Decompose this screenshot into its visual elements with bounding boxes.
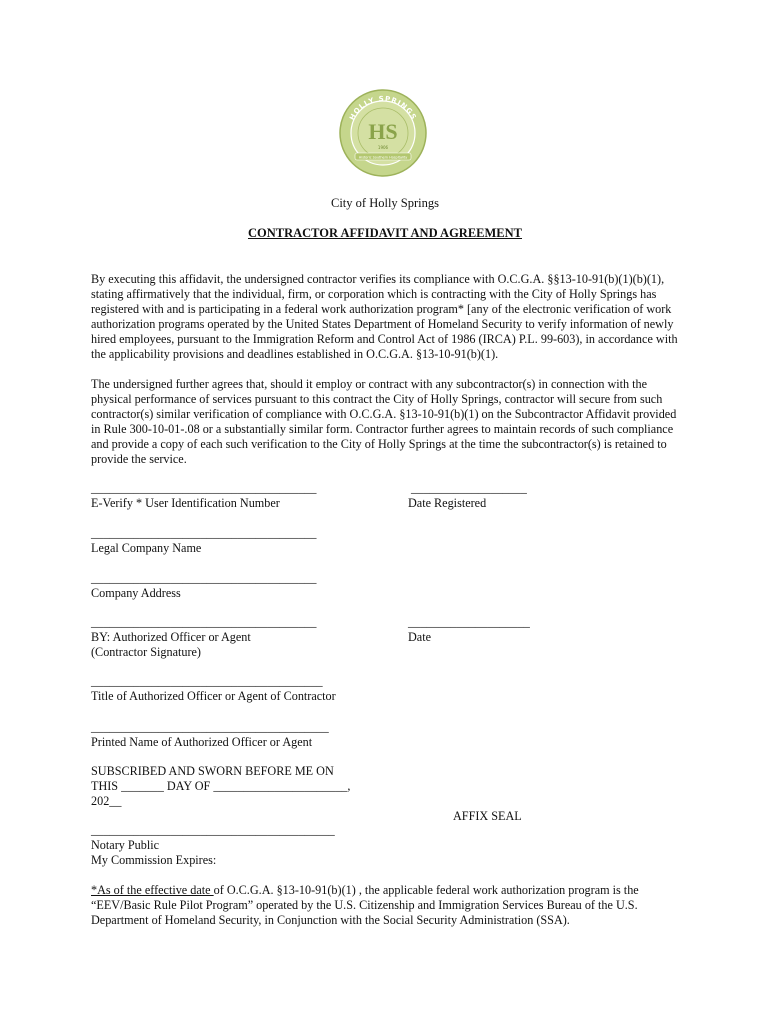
date-registered-field[interactable]: ___________________ [411,481,527,495]
svg-text:HOLLY SPRINGS: HOLLY SPRINGS [348,94,418,122]
commission-expires-label: My Commission Expires: [91,853,217,867]
legal-company-name-label: Legal Company Name [91,541,202,555]
signature-date-field[interactable]: ____________________ [408,615,530,629]
officer-title-label: Title of Authorized Officer or Agent of Contractor [91,689,336,703]
printed-name-label: Printed Name of Authorized Officer or Agent [91,735,313,749]
contractor-signature-label: (Contractor Signature) [91,645,201,659]
notary-sworn-line: SUBSCRIBED AND SWORN BEFORE ME ON [91,764,334,778]
notary-signature-field[interactable]: ________________________________________ [91,823,335,837]
printed-name-field[interactable]: _______________________________________ [91,720,329,734]
affidavit-paragraph-1: By executing this affidavit, the undersigned contractor verifies its compliance with O.C.G.A. §§13-10-91(b)(1)(b)(1), stating affirmatively that the individual, firm, or corporation which is contracting with the City of Holly Springs has registered with and is participating in a federal work authorization program* [any of the electronic verification of work authorization programs operated by the United States Department of Homeland Security to verify information of newly hired employees, pursuant to the Immigration Reform and Control Act of 1986 (IRCA) P.L. 99-603), in accordance with the applicability provisions and deadlines established in O.C.G.A. §13-10-91(b)(1). [91,272,678,361]
everify-id-field[interactable]: _____________________________________ [91,481,317,495]
document-title: CONTRACTOR AFFIDAVIT AND AGREEMENT [247,226,522,240]
svg-text:Historic Southern Hospitality: Historic Southern Hospitality [358,155,408,160]
date-registered-label: Date Registered [408,496,487,510]
footnote [91,883,681,928]
city-seal-logo [339,89,427,177]
notary-public-label: Notary Public [91,838,160,852]
affix-seal-label: AFFIX SEAL [453,809,522,823]
notary-year-line[interactable]: 202__ [91,794,122,808]
footnote-text: of O.C.G.A. §13-10-91(b)(1) , the applicable federal work authorization program is the “EEV/Basic Rule Pilot Program” operated by the U.S. Citizenship and Immigration Services Bureau of the U.S. Department of Homeland Security, in Conjunction with the Social Security Administration (SSA). [91,883,639,927]
signature-date-label: Date [408,630,432,644]
svg-text:HS: HS [368,119,398,144]
company-address-field[interactable]: _____________________________________ [91,571,317,585]
contractor-signature-field[interactable]: _____________________________________ [91,615,317,629]
everify-id-label: E-Verify * User Identification Number [91,496,280,510]
legal-company-name-field[interactable]: _____________________________________ [91,526,317,540]
svg-text:1906: 1906 [377,145,389,150]
footnote-effective-date: *As of the effective date [91,883,214,897]
authorized-officer-label: BY: Authorized Officer or Agent [91,630,251,644]
company-address-label: Company Address [91,586,181,600]
notary-day-line[interactable]: THIS _______ DAY OF ______________________, [91,779,351,793]
affidavit-paragraph-2: The undersigned further agrees that, should it employ or contract with any subcontractor(s) in connection with the physical performance of services pursuant to this contract the City of Holly Springs, contractor will secure from such contractor(s) similar verification of compliance with O.C.G.A. §13-10-91(b)(1) on the Subcontractor Affidavit provided in Rule 300-10-01-.08 or a substantially similar form. Contractor further agrees to maintain records of such compliance and provide a copy of each such verification to the City of Holly Springs at the time the subcontractor(s) is retained to provide the service. [91,377,677,466]
officer-title-field[interactable]: ______________________________________ [91,674,323,688]
city-name: City of Holly Springs [331,196,439,210]
